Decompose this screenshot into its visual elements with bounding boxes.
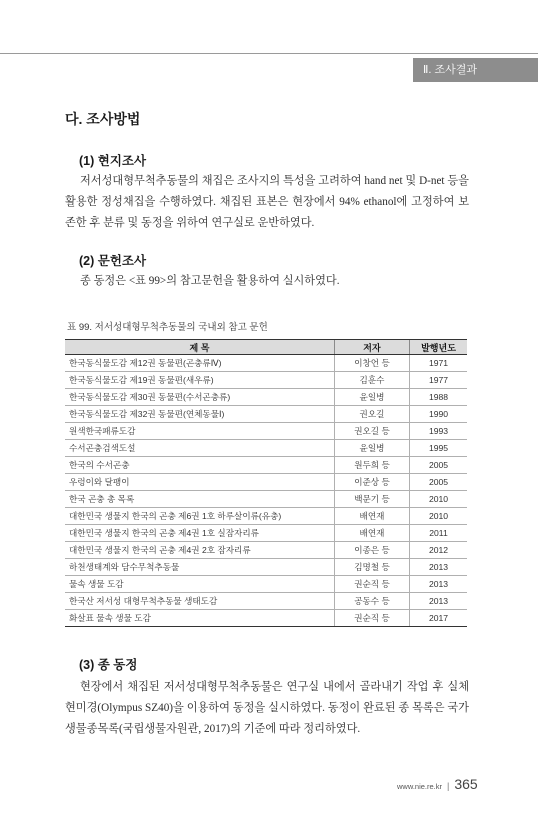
cell-author: 김명철 등 xyxy=(335,559,410,576)
cell-author: 이종은 등 xyxy=(335,542,410,559)
cell-year: 1988 xyxy=(410,389,468,406)
cell-author: 이창언 등 xyxy=(335,355,410,372)
table-row xyxy=(65,559,467,576)
chapter-tab xyxy=(413,58,538,82)
header-rule xyxy=(0,53,538,54)
cell-title: 한국산 저서성 대형무척추동물 생태도감 xyxy=(65,593,335,610)
table-row xyxy=(65,491,467,508)
cell-author: 권오길 등 xyxy=(335,423,410,440)
cell-title: 한국동식물도감 제19권 동물편(새우류) xyxy=(65,372,335,389)
cell-year: 1995 xyxy=(410,440,468,457)
chapter-label: Ⅱ. 조사결과 xyxy=(423,64,478,76)
column-header-year: 발행년도 xyxy=(410,340,468,355)
cell-title: 물속 생물 도감 xyxy=(65,576,335,593)
cell-author: 권순직 등 xyxy=(335,576,410,593)
table-row xyxy=(65,474,467,491)
table-row xyxy=(65,593,467,610)
cell-year: 1993 xyxy=(410,423,468,440)
subsection-title-identification: (3) 종 동정 xyxy=(79,658,138,672)
cell-year: 2005 xyxy=(410,474,468,491)
table-row xyxy=(65,355,467,372)
cell-author: 이준상 등 xyxy=(335,474,410,491)
footer-separator: | xyxy=(447,781,450,791)
cell-year: 2010 xyxy=(410,508,468,525)
cell-title: 한국 곤충 총 목록 xyxy=(65,491,335,508)
cell-author: 권순직 등 xyxy=(335,610,410,627)
cell-author: 김훈수 xyxy=(335,372,410,389)
column-header-author: 저자 xyxy=(335,340,410,355)
cell-year: 2005 xyxy=(410,457,468,474)
cell-author: 원두희 등 xyxy=(335,457,410,474)
page-number: 365 xyxy=(454,776,478,792)
cell-author: 윤일병 xyxy=(335,389,410,406)
cell-author: 공동수 등 xyxy=(335,593,410,610)
cell-title: 대한민국 생물지 한국의 곤충 제6권 1호 하루살이류(유충) xyxy=(65,508,335,525)
cell-author: 배연재 xyxy=(335,525,410,542)
cell-author: 백문기 등 xyxy=(335,491,410,508)
cell-author: 배연재 xyxy=(335,508,410,525)
reference-table xyxy=(65,339,467,627)
cell-author: 권오길 xyxy=(335,406,410,423)
table-row xyxy=(65,389,467,406)
table-body xyxy=(65,355,467,627)
table-row xyxy=(65,423,467,440)
cell-year: 1971 xyxy=(410,355,468,372)
table-row xyxy=(65,457,467,474)
table-caption: 표 99. 저서성대형무척추동물의 국내외 참고 문헌 xyxy=(67,322,268,333)
table-row xyxy=(65,372,467,389)
footer-url: www.nie.re.kr xyxy=(397,782,443,791)
table-header-row xyxy=(65,340,467,355)
table-row xyxy=(65,576,467,593)
cell-year: 1977 xyxy=(410,372,468,389)
cell-title: 원색한국패류도감 xyxy=(65,423,335,440)
cell-title: 한국동식물도감 제30권 동물편(수서곤충류) xyxy=(65,389,335,406)
paragraph-identification: 현장에서 채집된 저서성대형무척추동물은 연구실 내에서 골라내기 작업 후 실체현미경(Olympus SZ40)을 이용하여 동정을 실시하였다. 동정이 완료된 종 목록은 국가생물종목록(국립생물자원관, 2017)의 기준에 따라 정리하였다. xyxy=(65,681,469,735)
cell-author: 윤일병 xyxy=(335,440,410,457)
table-row xyxy=(65,508,467,525)
cell-year: 2013 xyxy=(410,559,468,576)
table-row xyxy=(65,406,467,423)
column-header-title: 제 목 xyxy=(65,340,335,355)
page-footer xyxy=(397,776,478,794)
subsection-title-literature: (2) 문헌조사 xyxy=(79,254,147,268)
cell-title: 한국의 수서곤충 xyxy=(65,457,335,474)
table-row xyxy=(65,610,467,627)
paragraph-field-survey: 저서성대형무척추동물의 채집은 조사지의 특성을 고려하여 hand net 및 D-net 등을 활용한 정성채집을 수행하였다. 채집된 표본은 현장에서 94% ethanol에 고정하여 보존한 후 분류 및 동정을 위하여 연구실로 운반하였다. xyxy=(65,175,469,229)
table-row xyxy=(65,542,467,559)
subsection-title-field-survey: (1) 현지조사 xyxy=(79,154,147,168)
cell-year: 2013 xyxy=(410,593,468,610)
cell-title: 한국동식물도감 제32권 동물편(연체동물Ⅰ) xyxy=(65,406,335,423)
cell-year: 2010 xyxy=(410,491,468,508)
cell-title: 한국동식물도감 제12권 동물편(곤충류Ⅳ) xyxy=(65,355,335,372)
cell-year: 2013 xyxy=(410,576,468,593)
cell-title: 우렁이와 달팽이 xyxy=(65,474,335,491)
paragraph-literature: 종 동정은 <표 99>의 참고문헌을 활용하여 실시하였다. xyxy=(80,275,340,287)
cell-title: 대한민국 생물지 한국의 곤충 제4권 2호 잠자리류 xyxy=(65,542,335,559)
cell-year: 1990 xyxy=(410,406,468,423)
cell-year: 2012 xyxy=(410,542,468,559)
cell-title: 대한민국 생물지 한국의 곤충 제4권 1호 실잠자리류 xyxy=(65,525,335,542)
cell-title: 하천생태계와 담수무척추동물 xyxy=(65,559,335,576)
table-row xyxy=(65,440,467,457)
cell-title: 화살표 물속 생물 도감 xyxy=(65,610,335,627)
cell-year: 2011 xyxy=(410,525,468,542)
section-title: 다. 조사방법 xyxy=(65,111,141,127)
cell-title: 수서곤충검색도설 xyxy=(65,440,335,457)
table-row xyxy=(65,525,467,542)
cell-year: 2017 xyxy=(410,610,468,627)
